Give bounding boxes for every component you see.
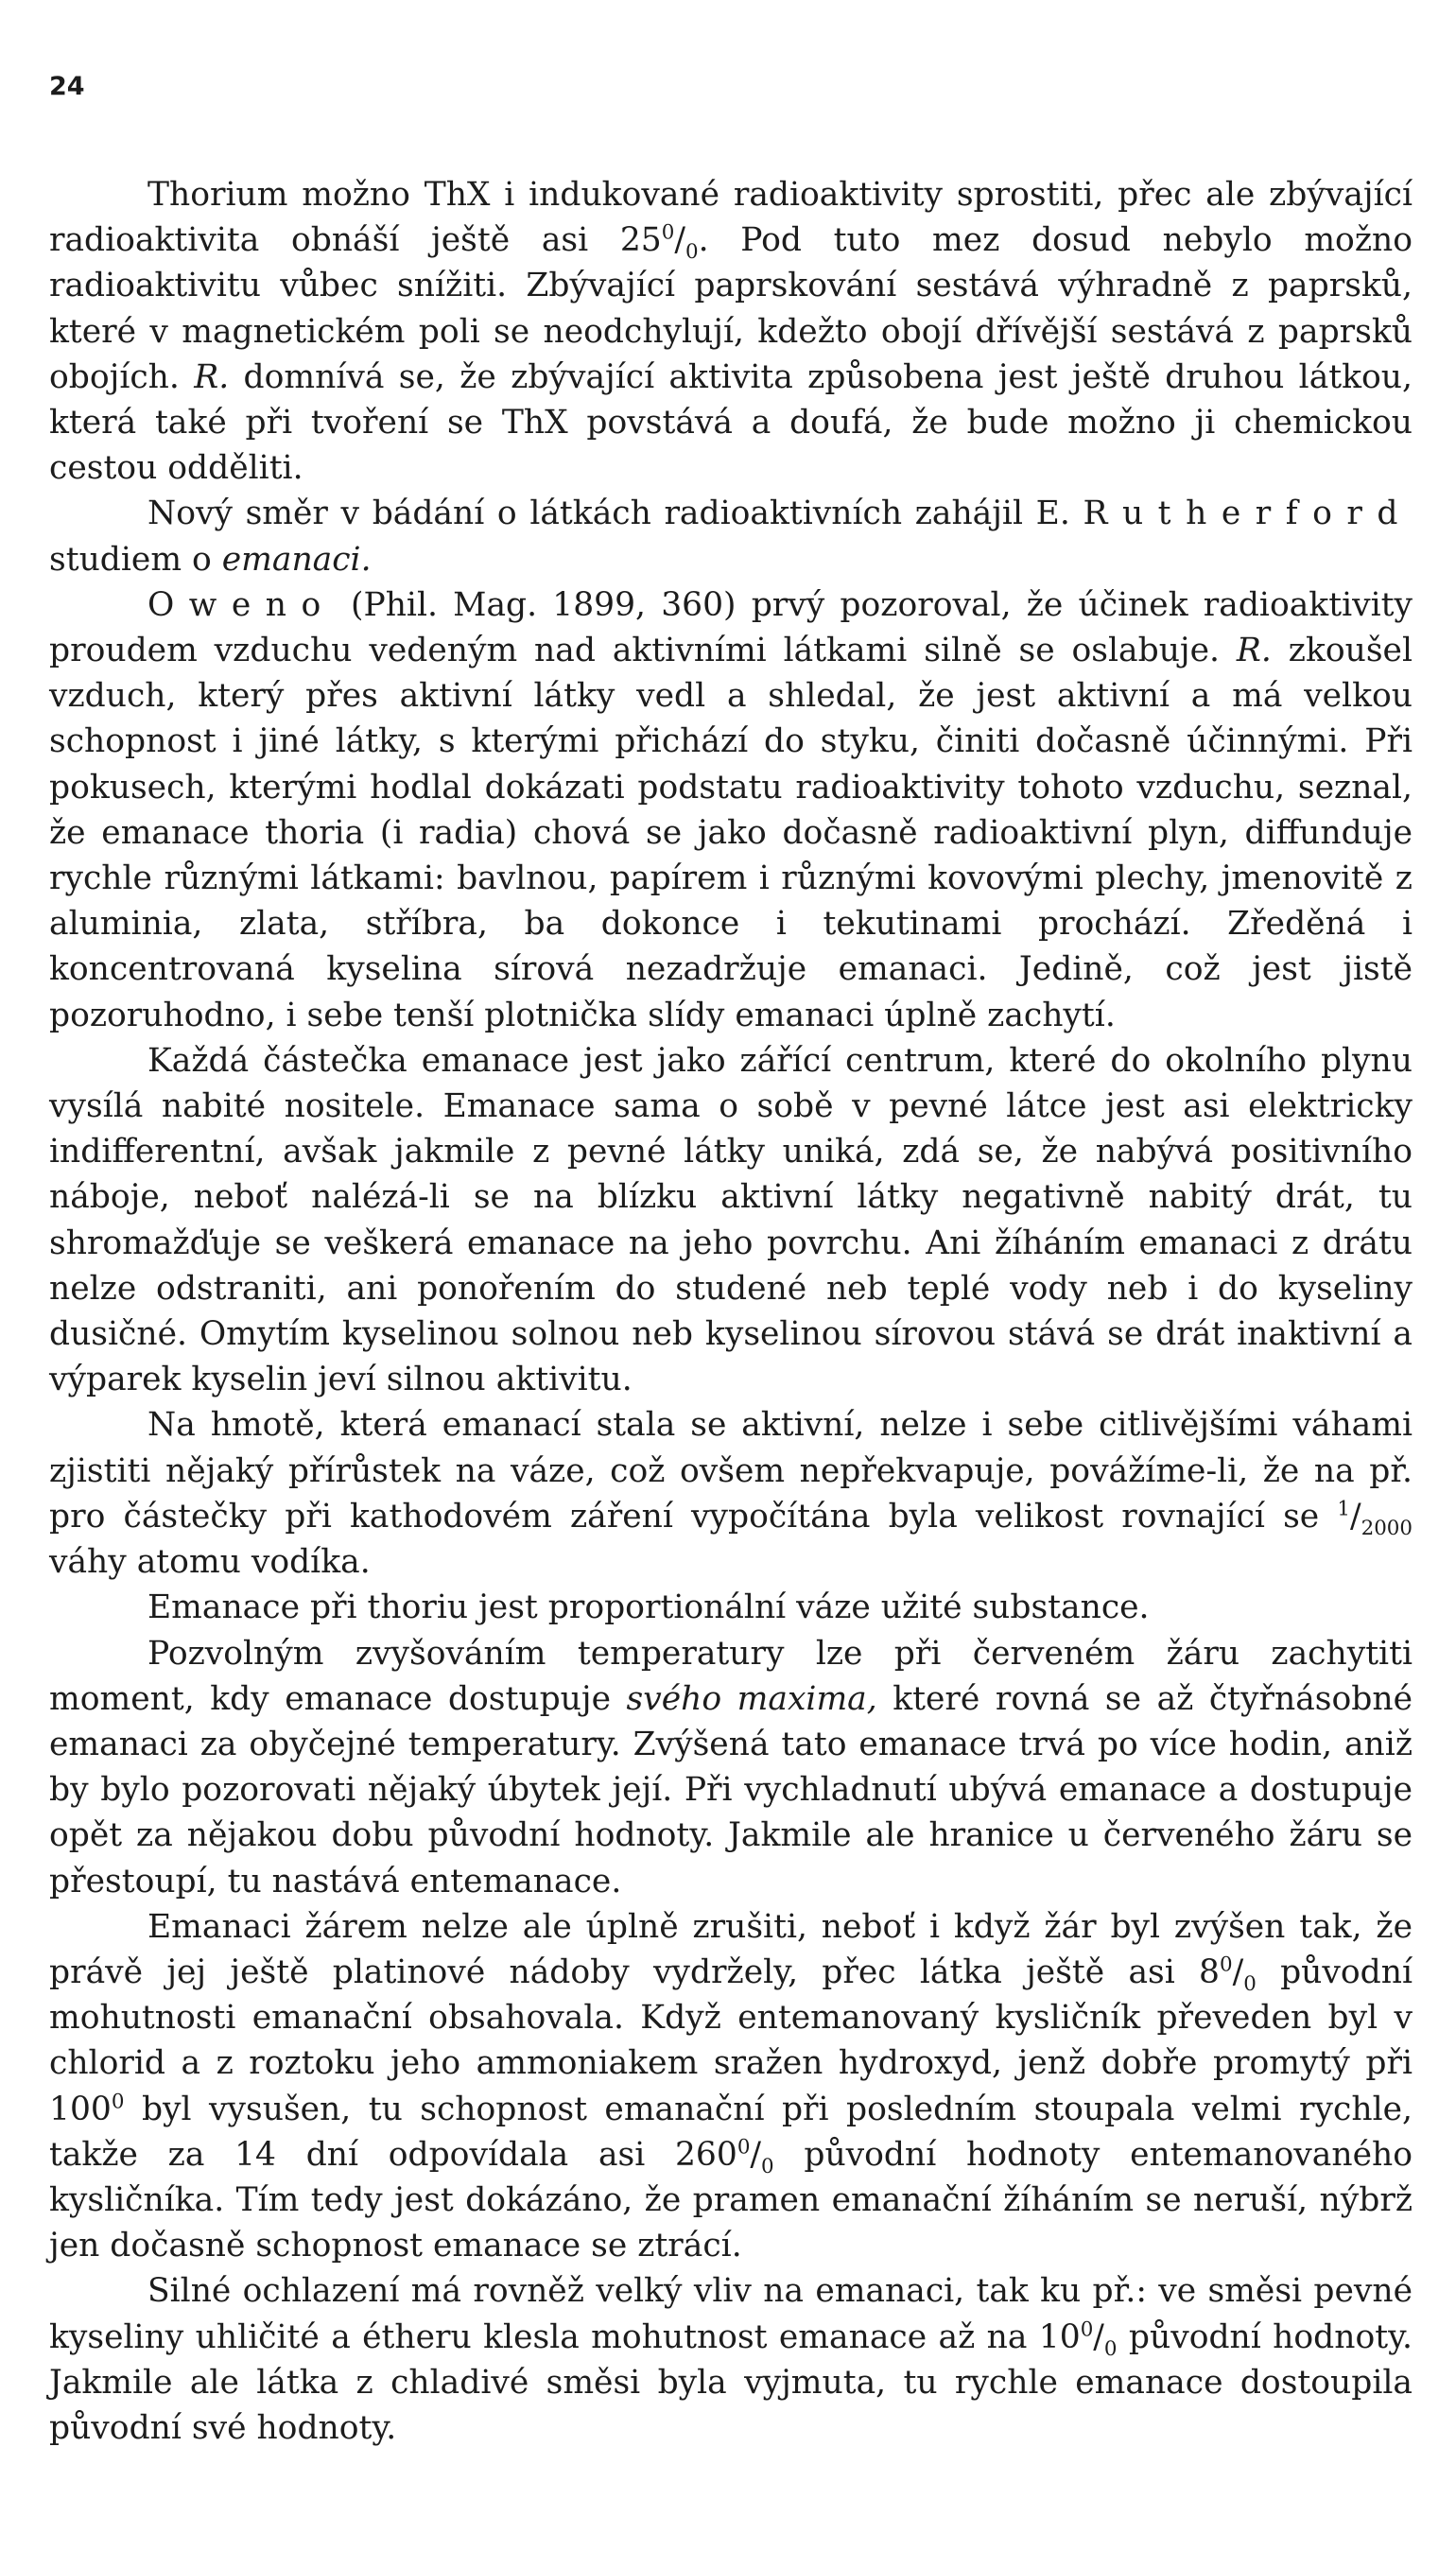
- text-run: zkoušel vzduch, který přes aktivní látky vedl a shledal, že jest aktivní a má velkou schopnost i jiné látky, s kterými přichází do styku, činiti dočasně účinnými. Při pokusech, kterými hodlal dokázati podstatu radioaktivity tohoto vzduchu, seznal, že emanace thoria (i radia) chová se jako dočasně radioaktivní plyn, diffunduje rychle různými látkami: bavlnou, papírem i různými kovovými plechy, jmenovitě z aluminia, zlata, stříbra, ba dokonce i tekutinami prochází. Zředěná i koncentrovaná kyselina sírová nezadržuje emanaci. Jedině, což jest jistě pozoruhodno, i sebe tenší plotnička slídy emanaci úplně zachytí.: [49, 632, 1413, 1034]
- page-number: 24: [49, 72, 85, 101]
- text-run: původní hodnoty. Jakmile ale látka z chladivé směsi byla vyjmuta, tu rychle emanace dostoupila původní své hodnoty.: [49, 2317, 1413, 2447]
- text-run: /: [1232, 1952, 1244, 1991]
- subscript: 0: [685, 240, 699, 265]
- text-run: původní mohutnosti emanační obsahovala. Když entemanovaný kysličník převeden byl v chlorid a z roztoku jeho ammoniakem sražen hydroxyd, jenž dobře promytý při 100: [49, 1952, 1413, 2128]
- superscript: 0: [737, 2135, 751, 2160]
- paragraph: [49, 1585, 1413, 1630]
- text-run: /: [750, 2135, 762, 2174]
- text-run: Každá částečka emanace jest jako zářící centrum, které do okolního plynu vysílá nabité nositele. Emanace sama o sobě v pevné látce jest asi elektricky indifferentní, avšak jakmile z pevné látky uniká, zdá se, že nabývá positivního náboje, neboť nalézá-li se na blízku aktivní látky negativně nabitý drát, tu shromažďuje se veškerá emanace na jeho povrchu. Ani žíháním emanaci z drátu nelze odstraniti, ani ponořením do studené neb teplé vody neb i do kyseliny dusičné. Omytím kyselinou solnou neb kyselinou sírovou stává se drát inaktivní a výparek kyselin jeví silnou aktivitu.: [49, 1041, 1413, 1399]
- text-run: /: [674, 221, 685, 260]
- text-run: původní hodnoty entemanovaného kysličníka. Tím tedy jest dokázáno, že pramen emanační žíháním se neruší, nýbrž jen dočasně schopnost emanace se ztrácí.: [49, 2135, 1413, 2265]
- italic-text: R.: [1236, 632, 1272, 670]
- subscript: 0: [761, 2154, 774, 2178]
- superscript: 0: [111, 2090, 125, 2114]
- superscript: 1: [1337, 1497, 1350, 1521]
- text-run: Nový směr v bádání o látkách radioaktivních zahájil E.: [147, 495, 1083, 533]
- text-run: které rovná se až čtyřnásobné emanaci za obyčejné temperatury. Zvýšená tato emanace trvá po více hodin, aniž by bylo pozorovati nějaký úbytek její. Při vychladnutí ubývá emanace a dostupuje opět za nějakou dobu původní hodnoty. Jakmile ale hranice u červeného žáru se přestoupí, tu nastává entemanace.: [49, 1679, 1413, 1900]
- paragraph: [49, 1631, 1413, 1904]
- superscript: 0: [1219, 1952, 1233, 1977]
- text-run: Pozvolným zvyšováním temperatury lze při červeném žáru zachytiti moment, kdy emanace dostupuje: [49, 1634, 1413, 1718]
- italic-text: svého maxima,: [626, 1679, 877, 1718]
- text-run: (Phil. Mag. 1899, 360) prvý pozoroval, že účinek radioaktivity proudem vzduchu vedeným nad aktivními látkami silně se oslabuje.: [49, 585, 1413, 670]
- text-run: /: [1093, 2317, 1104, 2356]
- paragraph: [49, 2268, 1413, 2451]
- italic-text: R.: [194, 357, 230, 396]
- text-run: byl vysušen, tu schopnost emanační při posledním stoupala velmi rychle, takže za 14 dní odpovídala asi 260: [49, 2090, 1413, 2174]
- text-run: Emanaci žárem nelze ale úplně zrušiti, neboť i když žár byl zvýšen tak, že právě jej ještě platinové nádoby vydržely, přec látka ještě asi 8: [49, 1907, 1413, 1991]
- superscript: 0: [1080, 2317, 1094, 2342]
- text-run: . Pod tuto mez dosud nebylo možno radioaktivitu vůbec snížiti. Zbývající paprskování sestává výhradně z paprsků, které v magnetickém poli se neodchylují, kdežto obojí dřívější sestává z paprsků obojích.: [49, 221, 1413, 396]
- body-text: [49, 172, 1413, 2451]
- italic-text: emanaci.: [221, 540, 372, 579]
- text-run: domnívá se, že zbývající aktivita způsobena jest ještě druhou látkou, která také při tvoření se ThX povstává a doufá, že bude možno ji chemickou cestou odděliti.: [49, 357, 1413, 488]
- text-run: studiem o: [49, 540, 222, 579]
- paragraph: [49, 1038, 1413, 1403]
- superscript: 0: [661, 220, 675, 245]
- text-run: Na hmotě, která emanací stala se aktivní, nelze i sebe citlivějšími váhami zjistiti nějaký přírůstek na váze, což ovšem nepřekvapuje, povážíme-li, že na př. pro částečky při kathodovém záření vypočítána byla velikost rovnající se: [49, 1406, 1413, 1536]
- text-run: váhy atomu vodíka.: [49, 1543, 371, 1582]
- spaced-name: Oweno: [147, 585, 336, 624]
- text-run: /: [1349, 1497, 1361, 1536]
- paragraph: [49, 491, 1413, 581]
- paragraph: [49, 172, 1413, 491]
- text-run: Emanace při thoriu jest proportionální váze užité substance.: [147, 1588, 1150, 1627]
- paragraph: [49, 1402, 1413, 1585]
- text-run: Thorium možno ThX i indukované radioaktivity sprostiti, přec ale zbývající radioaktivita obnáší ještě asi 25: [49, 176, 1413, 260]
- spaced-name: Rutherford: [1083, 495, 1413, 533]
- subscript: 2000: [1361, 1516, 1413, 1540]
- paragraph: [49, 582, 1413, 1038]
- text-run: Silné ochlazení má rovněž velký vliv na emanaci, tak ku př.: ve směsi pevné kyseliny uhličité a étheru klesla mohutnost emanace až na 10: [49, 2272, 1413, 2356]
- subscript: 0: [1103, 2336, 1118, 2361]
- subscript: 0: [1243, 1971, 1257, 1996]
- paragraph: [49, 1904, 1413, 2269]
